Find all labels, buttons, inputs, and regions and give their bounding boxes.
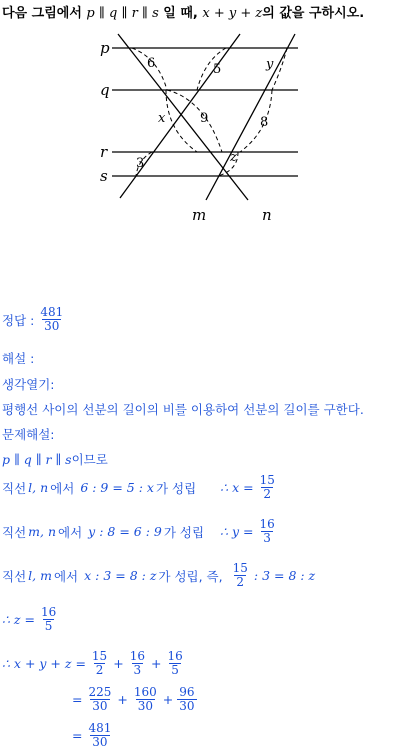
detail-label: 문제해설: [2, 427, 55, 442]
seg-label-z: z [230, 150, 237, 165]
geometry-figure [95, 28, 315, 228]
question-expr: x + y + z [202, 6, 263, 21]
label-n: n [262, 206, 272, 224]
step-2: 직선 m, n 에서 y : 8 = 6 : 9 가 성립 ∴ y = $\frac{16}{3}$ [2, 517, 275, 545]
label-r: r [100, 143, 108, 161]
brace-9 [167, 90, 222, 152]
answer-label: 정답 : [2, 312, 35, 328]
sum-line-1: ∴ x + y + z = $\frac{15}{2}$ + $\frac{16}{3}$ + $\frac{16}{5}$ [2, 649, 183, 677]
thought-text: 평행선 사이의 선분의 길이의 비를 이용하여 선분의 길이를 구한다. [2, 402, 364, 417]
label-q: q [100, 81, 110, 99]
step-1: 직선 l, n 에서 6 : 9 = 5 : x 가 성립 ∴ x = $\frac{15}{2}$ [2, 473, 275, 501]
question-relation: p ∥ q ∥ r ∥ s [86, 6, 159, 21]
question-text [2, 2, 364, 21]
seg-label-6: 6 [147, 56, 156, 71]
brace-5 [197, 48, 226, 90]
transversal-n [206, 34, 295, 200]
z-fraction: $\frac{16}{5}$ [40, 605, 57, 633]
x-fraction: $\frac{15}{2}$ [259, 473, 275, 501]
seg-label-3: 3 [136, 156, 145, 171]
seg-label-x: x [158, 111, 166, 126]
question-suffix: 의 값을 구하시오. [262, 6, 365, 21]
label-s: s [100, 167, 108, 185]
question-middle: 일 때, [163, 6, 198, 21]
step-3: 직선 l, m 에서 x : 3 = 8 : z 가 성립, 즉, $\frac{15}{2}$ : 3 = 8 : z [2, 561, 316, 589]
answer-fraction: $\frac{481}{30}$ [40, 305, 64, 333]
seg-label-8: 8 [260, 115, 269, 130]
label-p: p [100, 39, 110, 57]
thought-label: 생각열기: [2, 377, 55, 392]
label-m: m [192, 206, 207, 224]
explanation-label: 해설 : [2, 351, 35, 366]
seg-label-y: y [266, 57, 274, 72]
seg-label-9: 9 [200, 111, 209, 126]
step-0: p ∥ q ∥ r ∥ s이므로 [2, 452, 108, 467]
question-prefix: 다음 그림에서 [2, 6, 82, 21]
step-4: ∴ z = $\frac{16}{5}$ [2, 605, 57, 633]
seg-label-5: 5 [213, 62, 222, 77]
sum-line-3: = $\frac{481}{30}$ [72, 721, 112, 749]
sum-line-2: = $\frac{225}{30}$ + $\frac{160}{30}$ + $\frac{96}{30}$ [72, 685, 195, 713]
y-fraction: $\frac{16}{3}$ [259, 517, 275, 545]
answer-line [2, 306, 67, 333]
